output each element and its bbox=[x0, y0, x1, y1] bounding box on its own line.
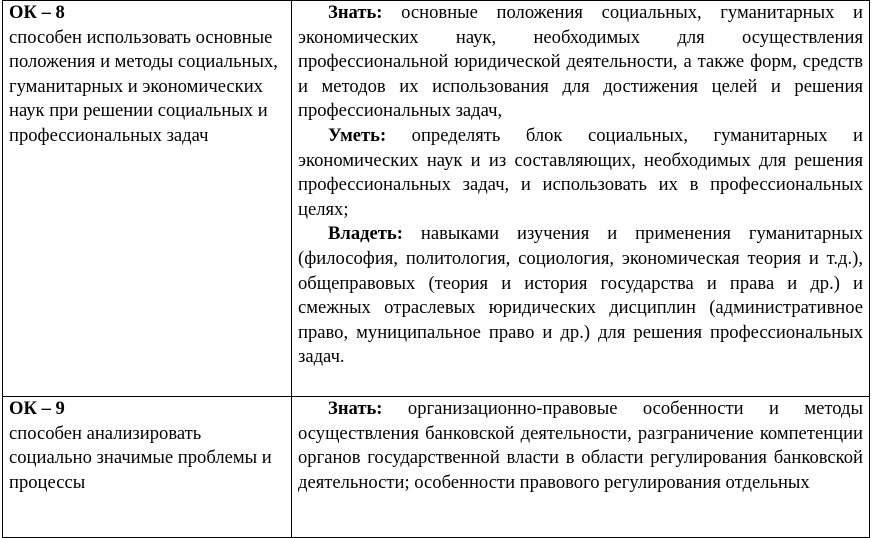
competency-cell bbox=[3, 1, 292, 397]
know-label: Знать: bbox=[328, 2, 383, 23]
know-label: Знать: bbox=[328, 398, 383, 419]
table-row bbox=[3, 1, 870, 397]
requirements-cell bbox=[292, 1, 870, 397]
own-text: навыками изучения и применения гуманитарных (философия, политология, социология, экономическая теория и т.д.), общеправовых (теория и история государства и права и др.) и смежных отраслевых юридических дисциплин (административное право, муниципальное право и др.) для решения профессиональных задач. bbox=[298, 223, 863, 368]
own-paragraph bbox=[298, 222, 863, 370]
competency-code: ОК – 8 bbox=[9, 2, 65, 23]
can-paragraph bbox=[298, 124, 863, 222]
can-label: Уметь: bbox=[328, 124, 387, 146]
can-text: определять блок социальных, гуманитарных и экономических наук и из составляющих, необходимых для решения профессиональных задач, и использовать их в профессиональных целях; bbox=[298, 124, 863, 220]
know-text: основные положения социальных, гуманитарных и экономических наук, необходимых для осуществления профессиональной юридической деятельности, а также форм, средств и методов их использования для достижения целей и решения профессиональных задач, bbox=[298, 2, 863, 122]
know-paragraph bbox=[298, 1, 863, 124]
competency-description: способен использовать основные положения и методы социальных, гуманитарных и экономических наук при решении социальных и профессиональных задач bbox=[9, 26, 278, 146]
competency-code: ОК – 9 bbox=[9, 398, 65, 419]
competencies-table bbox=[2, 0, 870, 538]
know-paragraph bbox=[298, 397, 863, 495]
competency-description: способен анализировать социально значимые проблемы и процессы bbox=[9, 422, 272, 493]
know-text: организационно-правовые особенности и методы осуществления банковской деятельности, разграничение компетенции органов государственной власти в области регулирования банковской деятельности; особенности правового регулирования отдельных bbox=[298, 398, 863, 493]
own-label: Владеть: bbox=[328, 223, 403, 245]
table-row bbox=[3, 397, 870, 538]
requirements-cell bbox=[292, 397, 870, 538]
competency-cell bbox=[3, 397, 292, 538]
